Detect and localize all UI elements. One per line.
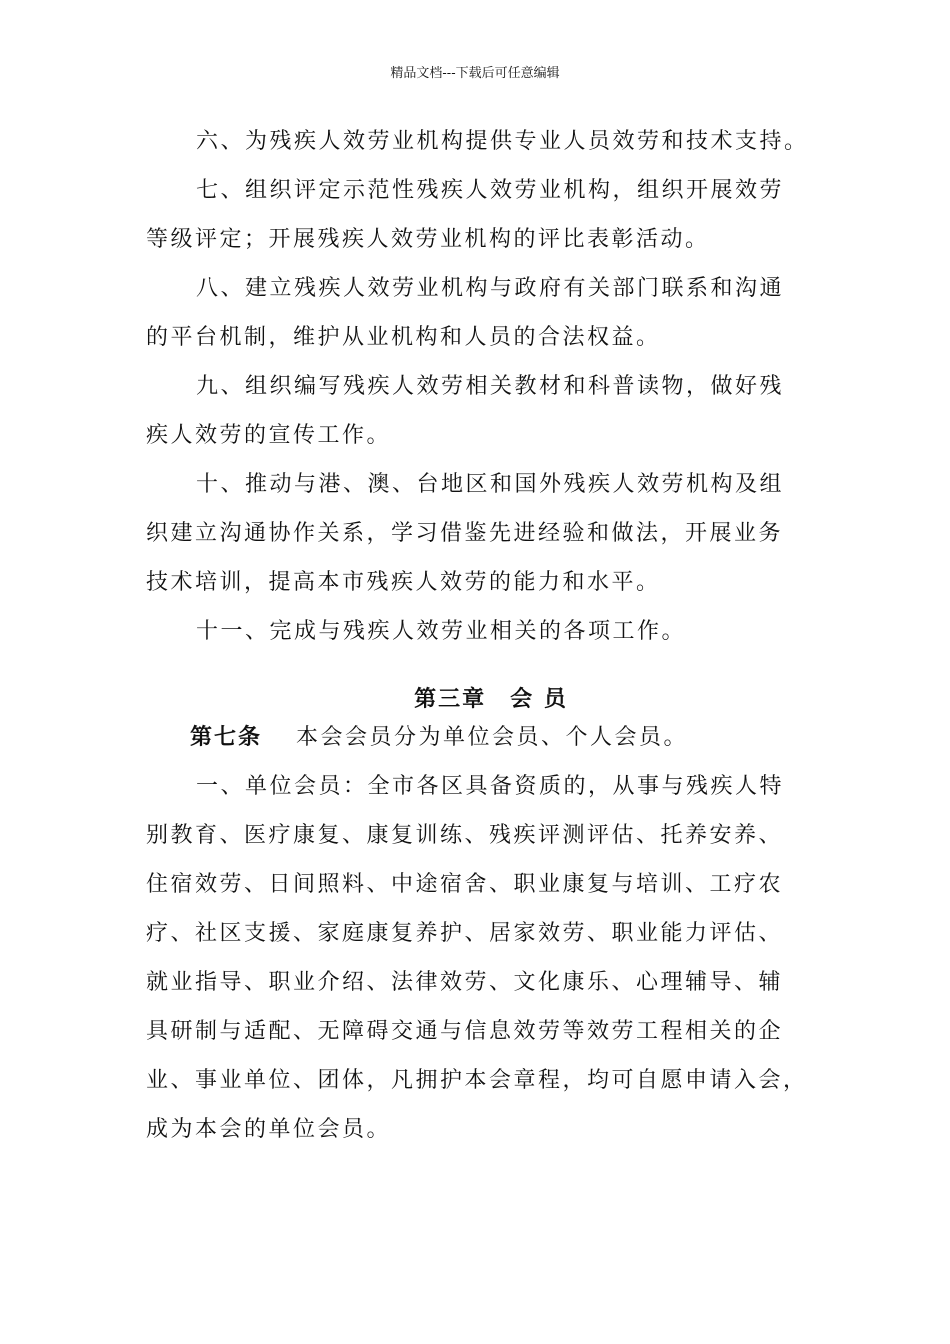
text-line: 九、组织编写残疾人效劳相关教材和科普读物，做好残: [196, 374, 785, 399]
text-line: 的平台机制，维护从业机构和人员的合法权益。: [146, 325, 661, 350]
paragraph-item-7: [146, 179, 836, 252]
page-header: 精品文档---下载后可任意编辑: [390, 66, 560, 81]
text-line: 十、推动与港、澳、台地区和国外残疾人效劳机构及组: [196, 472, 785, 497]
text-line: 七、组织评定示范性残疾人效劳业机构，组织开展效劳: [196, 178, 785, 203]
section-unit-members: [146, 775, 836, 1142]
text-line: 十一、完成与残疾人效劳业相关的各项工作。: [196, 619, 687, 644]
text-line: 一、单位会员：全市各区具备资质的，从事与残疾人特: [196, 774, 785, 799]
chapter-heading: 第三章 会 员: [414, 687, 568, 712]
paragraph-item-10: [146, 473, 836, 595]
paragraph-item-9: [146, 375, 836, 448]
article-line: [146, 726, 836, 750]
document-body: [146, 130, 836, 1167]
text-line: 具研制与适配、无障碍交通与信息效劳等效劳工程相关的企: [146, 1019, 784, 1044]
text-line: 住宿效劳、日间照料、中途宿舍、职业康复与培训、工疗农: [146, 872, 784, 897]
text-line: 八、建立残疾人效劳业机构与政府有关部门联系和沟通: [196, 276, 785, 301]
paragraph-item-11: [146, 620, 836, 644]
text-line: 成为本会的单位会员。: [146, 1117, 392, 1142]
text-line: 疾人效劳的宣传工作。: [146, 423, 392, 448]
text-line: 疗、社区支援、家庭康复养护、居家效劳、职业能力评估、: [146, 921, 784, 946]
article-number: 第七条: [190, 725, 263, 750]
paragraph-item-6: [146, 130, 836, 154]
text-line: 技术培训，提高本市残疾人效劳的能力和水平。: [146, 570, 661, 595]
text-line: 织建立沟通协作关系，学习借鉴先进经验和做法，开展业务: [146, 521, 784, 546]
text-line: 别教育、医疗康复、康复训练、残疾评测评估、托养安养、: [146, 823, 784, 848]
article-text: 本会会员分为单位会员、个人会员。: [296, 725, 689, 750]
text-line: 就业指导、职业介绍、法律效劳、文化康乐、心理辅导、辅: [146, 970, 784, 995]
text-line: 等级评定；开展残疾人效劳业机构的评比表彰活动。: [146, 227, 710, 252]
text-line: 六、为残疾人效劳业机构提供专业人员效劳和技术支持。: [196, 129, 809, 154]
paragraph-item-8: [146, 277, 836, 350]
text-line: 业、事业单位、团体，凡拥护本会章程，均可自愿申请入会，: [146, 1068, 808, 1093]
